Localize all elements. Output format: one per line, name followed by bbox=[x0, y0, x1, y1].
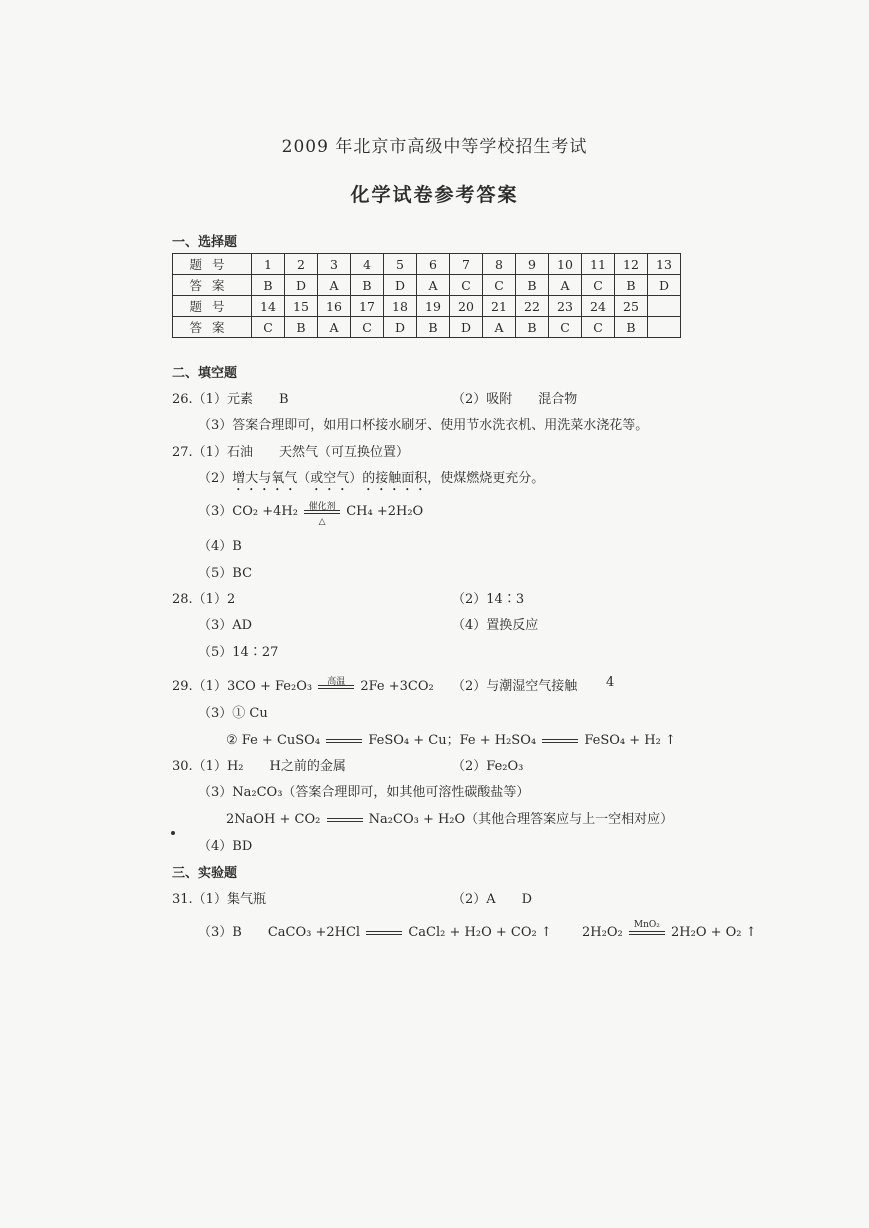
table-cell: 6 bbox=[417, 254, 450, 275]
table-cell: 17 bbox=[351, 296, 384, 317]
table-cell bbox=[648, 317, 681, 338]
table-cell: D bbox=[450, 317, 483, 338]
q26-part2: （2）吸附 混合物 bbox=[452, 392, 578, 407]
q27-part5: （5）BC bbox=[198, 566, 253, 581]
q27-eq-heat: △ bbox=[318, 516, 326, 527]
q31-eq2-sign bbox=[627, 919, 667, 935]
q29-part2-number: 4 bbox=[606, 675, 615, 690]
table-cell: 14 bbox=[252, 296, 285, 317]
table-cell: D bbox=[384, 317, 417, 338]
table-cell: 23 bbox=[549, 296, 582, 317]
q29-eq-products: 2Fe +3CO₂ bbox=[360, 679, 434, 694]
q27-part2-emphasis: 增大与氧气（或空气）的接触面积 bbox=[232, 471, 428, 486]
table-cell: 11 bbox=[582, 254, 615, 275]
answer-key-title: 化学试卷参考答案 bbox=[350, 184, 519, 206]
q30-eq-reactants: 2NaOH + CO₂ bbox=[226, 812, 321, 827]
table-row-label: 答案 bbox=[173, 317, 252, 338]
q30-part1: 30.（1）H₂ H之前的金属 bbox=[172, 759, 346, 774]
q27-eq-catalyst: 催化剂 bbox=[308, 501, 336, 512]
table-cell: 22 bbox=[516, 296, 549, 317]
table-cell: 24 bbox=[582, 296, 615, 317]
table-cell: D bbox=[648, 275, 681, 296]
table-cell: 25 bbox=[615, 296, 648, 317]
q31-eq2-products: 2H₂O + O₂ ↑ bbox=[671, 925, 757, 940]
table-cell: C bbox=[582, 317, 615, 338]
table-cell: C bbox=[549, 317, 582, 338]
table-cell: B bbox=[417, 317, 450, 338]
q27-part4: （4）B bbox=[198, 539, 242, 554]
q28-part5: （5）14∶27 bbox=[198, 645, 279, 660]
table-cell: D bbox=[285, 275, 318, 296]
table-row-label: 题号 bbox=[173, 296, 252, 317]
q31-eq1-sign bbox=[364, 931, 404, 935]
table-cell: B bbox=[285, 317, 318, 338]
q30-part3: （3）Na₂CO₃（答案合理即可，如其他可溶性碳酸盐等） bbox=[198, 785, 530, 800]
table-cell: 4 bbox=[351, 254, 384, 275]
q29-eq-reactants: 29.（1）3CO + Fe₂O₃ bbox=[172, 679, 313, 694]
q28-part4: （4）置换反应 bbox=[452, 618, 539, 633]
table-cell: 15 bbox=[285, 296, 318, 317]
table-cell: B bbox=[516, 317, 549, 338]
q29-eq2-mid: FeSO₄ + Cu；Fe + H₂SO₄ bbox=[368, 733, 537, 748]
q29-eq2-reactants: ② Fe + CuSO₄ bbox=[226, 733, 321, 748]
table-cell: B bbox=[252, 275, 285, 296]
q29-eq3-sign bbox=[540, 739, 580, 743]
q30-equation bbox=[226, 808, 673, 827]
table-cell: A bbox=[318, 275, 351, 296]
table-cell: D bbox=[384, 275, 417, 296]
table-cell: 16 bbox=[318, 296, 351, 317]
q29-eq-sign bbox=[316, 676, 356, 689]
q29-eq2-sign bbox=[324, 739, 364, 743]
q31-eq1-reactants: （3）B CaCO₃ +2HCl bbox=[198, 925, 361, 940]
table-cell: A bbox=[549, 275, 582, 296]
section-fill-blank: 二、填空题 bbox=[172, 366, 238, 381]
q27-part2-prefix: （2） bbox=[198, 471, 233, 486]
table-cell: 9 bbox=[516, 254, 549, 275]
table-cell: B bbox=[516, 275, 549, 296]
table-cell: 20 bbox=[450, 296, 483, 317]
q31-eq2-catalyst: MnO₂ bbox=[633, 919, 660, 930]
table-cell: B bbox=[615, 317, 648, 338]
q30-eq-products: Na₂CO₃ + H₂O（其他合理答案应与上一空相对应） bbox=[368, 812, 674, 827]
q29-equations bbox=[226, 729, 676, 748]
table-cell: 3 bbox=[318, 254, 351, 275]
table-cell bbox=[648, 296, 681, 317]
scan-speck bbox=[171, 831, 175, 835]
q29-part1-equation bbox=[172, 675, 434, 694]
q30-part2: （2）Fe₂O₃ bbox=[452, 759, 524, 774]
table-cell: A bbox=[318, 317, 351, 338]
table-cell: 8 bbox=[483, 254, 516, 275]
table-cell: B bbox=[615, 275, 648, 296]
table-cell: 10 bbox=[549, 254, 582, 275]
q31-part2: （2）A D bbox=[452, 892, 533, 907]
table-cell: 5 bbox=[384, 254, 417, 275]
q28-part2: （2）14∶3 bbox=[452, 592, 525, 607]
q29-part3: （3）① Cu bbox=[198, 706, 268, 721]
table-cell: C bbox=[483, 275, 516, 296]
q31-part3 bbox=[198, 921, 757, 940]
table-cell: 7 bbox=[450, 254, 483, 275]
table-row bbox=[173, 275, 681, 296]
table-cell: C bbox=[351, 317, 384, 338]
q31-eq1-products: CaCl₂ + H₂O + CO₂ ↑ bbox=[408, 925, 552, 940]
table-cell: A bbox=[417, 275, 450, 296]
q27-part2-suffix: ，使煤燃烧更充分。 bbox=[427, 471, 545, 486]
q27-eq-sign bbox=[302, 501, 342, 527]
q31-part1: 31.（1）集气瓶 bbox=[172, 892, 266, 907]
choice-answer-table bbox=[172, 253, 681, 338]
table-row bbox=[173, 317, 681, 338]
table-cell: 2 bbox=[285, 254, 318, 275]
table-cell: 18 bbox=[384, 296, 417, 317]
q31-eq2-reactants: 2H₂O₂ bbox=[582, 925, 623, 940]
q27-eq-reactants: （3）CO₂ +4H₂ bbox=[198, 504, 298, 519]
q29-eq-condition: 高温 bbox=[327, 676, 346, 687]
q27-eq-products: CH₄ +2H₂O bbox=[346, 504, 424, 519]
table-row bbox=[173, 254, 681, 275]
q26-part3: （3）答案合理即可，如用口杯接水刷牙、使用节水洗衣机、用洗菜水浇花等。 bbox=[198, 418, 649, 433]
q30-eq-sign bbox=[325, 818, 365, 822]
table-cell: C bbox=[252, 317, 285, 338]
table-cell: 19 bbox=[417, 296, 450, 317]
table-cell: 21 bbox=[483, 296, 516, 317]
table-row bbox=[173, 296, 681, 317]
section-experiment: 三、实验题 bbox=[172, 866, 238, 881]
table-row-label: 题号 bbox=[173, 254, 252, 275]
q27-part3-equation bbox=[198, 500, 424, 527]
q30-part4: （4）BD bbox=[198, 839, 253, 854]
q29-eq3-products: FeSO₄ + H₂ ↑ bbox=[584, 733, 676, 748]
table-row-label: 答案 bbox=[173, 275, 252, 296]
table-cell: A bbox=[483, 317, 516, 338]
q28-part3: （3）AD bbox=[198, 618, 253, 633]
table-cell: C bbox=[450, 275, 483, 296]
exam-title: 2009 年北京市高级中等学校招生考试 bbox=[281, 137, 588, 157]
section-multiple-choice: 一、选择题 bbox=[172, 235, 238, 250]
table-cell: B bbox=[351, 275, 384, 296]
table-cell: 13 bbox=[648, 254, 681, 275]
table-cell: 1 bbox=[252, 254, 285, 275]
q29-part2: （2）与潮湿空气接触 bbox=[452, 679, 578, 694]
q26-part1: 26.（1）元素 B bbox=[172, 392, 289, 407]
q27-part1: 27.（1）石油 天然气（可互换位置） bbox=[172, 445, 409, 460]
table-cell: C bbox=[582, 275, 615, 296]
q27-part2 bbox=[198, 467, 544, 494]
q28-part1: 28.（1）2 bbox=[172, 592, 236, 607]
table-cell: 12 bbox=[615, 254, 648, 275]
